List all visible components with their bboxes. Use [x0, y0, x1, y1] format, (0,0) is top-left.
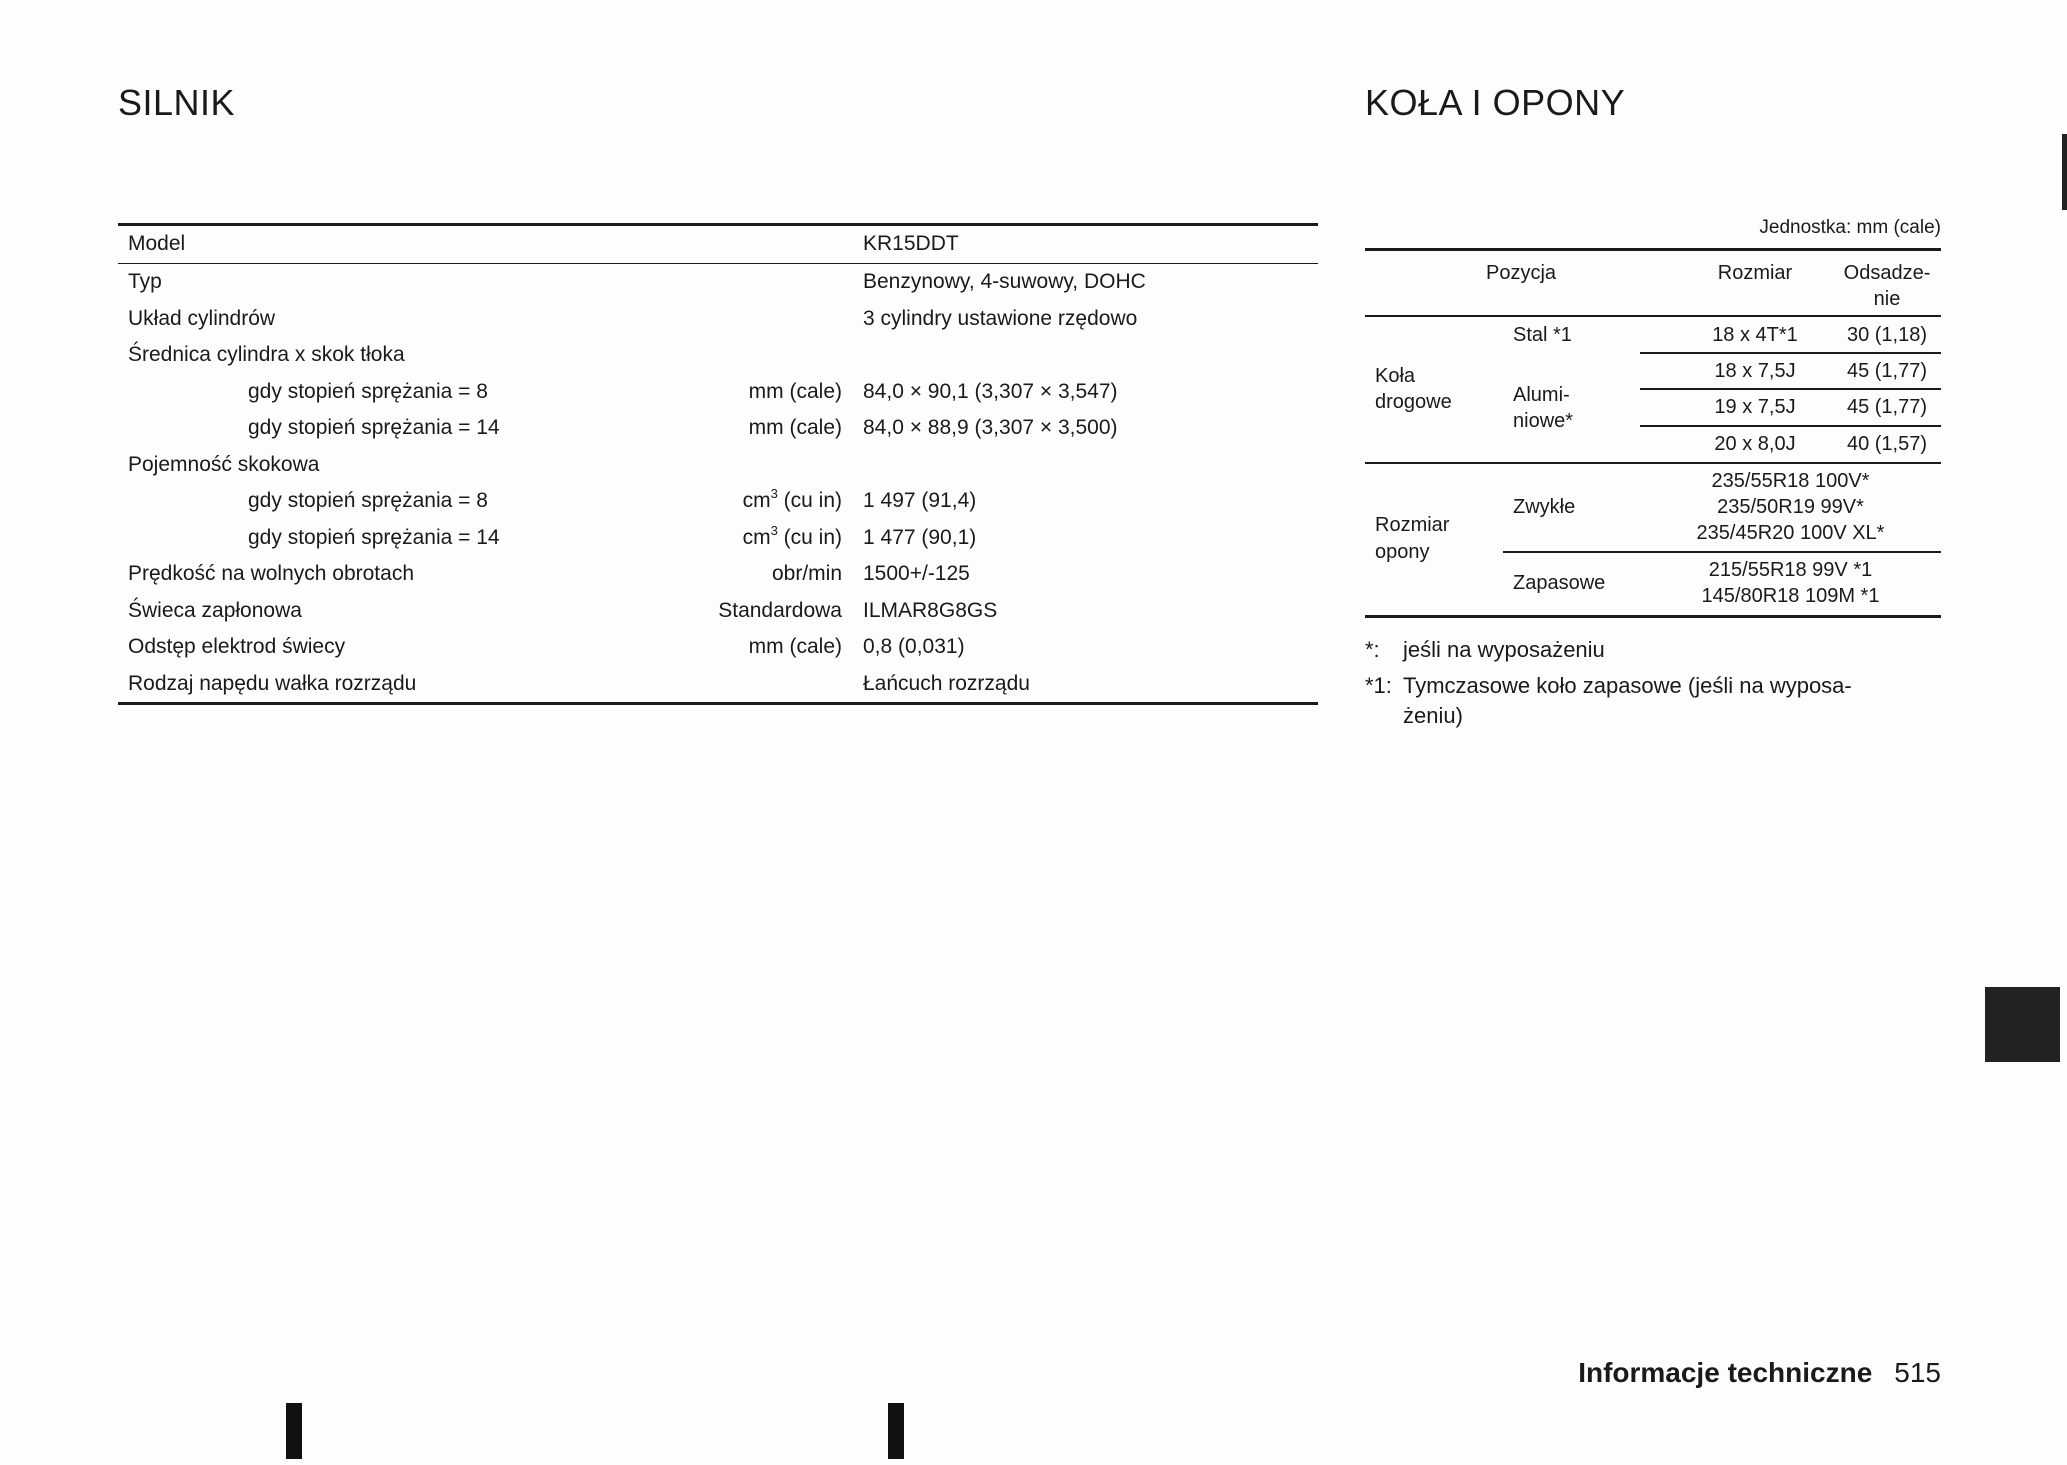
tire-size-label: Rozmiar — [1375, 514, 1450, 536]
footnote-text: żeniu) — [1403, 703, 1463, 728]
header-offset: nie — [1873, 288, 1901, 310]
wheels-section-title: KOŁA I OPONY — [1365, 82, 1626, 123]
row-unit: $cm^3$ (cu in) — [742, 522, 842, 549]
footnote-text: Tymczasowe koło zapasowe (jeśli na wyposa- — [1403, 673, 1852, 698]
row-value: 1500+/-125 — [863, 562, 970, 585]
chapter-tab — [1985, 987, 2060, 1062]
table-row — [118, 374, 1318, 411]
row-value: 1 497 (91,4) — [863, 489, 977, 512]
alu-size: 18 x 7,5J — [1714, 360, 1796, 382]
row-unit: mm (cale) — [748, 416, 842, 439]
row-value: 0,8 (0,031) — [863, 635, 965, 658]
alu-offset: 45 (1,77) — [1846, 396, 1928, 418]
row-value: 84,0 × 90,1 (3,307 × 3,547) — [863, 379, 1118, 403]
regular-tire-label: Zwykłe — [1513, 496, 1576, 518]
alu-label: Alumi- — [1513, 384, 1570, 406]
table-top-rule — [1365, 248, 1941, 251]
steel-offset: 30 (1,18) — [1846, 324, 1928, 346]
row-value: KR15DDT — [863, 232, 959, 255]
footnote-text: jeśli na wyposażeniu — [1403, 637, 1605, 662]
spare-tire-label: Zapasowe — [1513, 572, 1606, 594]
table-row — [118, 483, 1318, 520]
row-unit: mm (cale) — [748, 379, 842, 403]
table-row — [118, 666, 1318, 703]
table-bottom-rule — [118, 702, 1318, 705]
row-unit: Standardowa — [718, 598, 842, 622]
row-value: Benzynowy, 4-suwowy, DOHC — [863, 270, 1146, 293]
row-label: Pojemność skokowa — [128, 452, 320, 476]
row-unit: mm (cale) — [748, 635, 842, 658]
row-label: Prędkość na wolnych obrotach — [128, 562, 414, 585]
row-label: Świeca zapłonowa — [128, 598, 302, 622]
alu-size: 19 x 7,5J — [1714, 396, 1796, 418]
footnote-mark: *: — [1365, 637, 1380, 662]
steel-size: 18 x 4T*1 — [1712, 324, 1798, 346]
row-rule — [1640, 352, 1941, 354]
road-wheels-label: Koła — [1375, 365, 1416, 387]
wheels-spec-table — [1365, 248, 1941, 618]
row-rule — [1640, 425, 1941, 427]
regular-tire-size: 235/50R19 99V* — [1717, 496, 1864, 518]
row-rule — [1640, 388, 1941, 390]
steel-label: Stal *1 — [1513, 324, 1572, 346]
row-value: ILMAR8G8GS — [863, 598, 998, 622]
spare-tire-size: 145/80R18 109M *1 — [1701, 585, 1880, 607]
row-label: Odstęp elektrod świecy — [128, 635, 346, 658]
header-rule — [1365, 315, 1941, 317]
crop-mark — [286, 1403, 302, 1459]
edge-marker — [2062, 134, 2067, 210]
row-label: gdy stopień sprężania = 14 — [248, 525, 500, 549]
row-label: Układ cylindrów — [128, 306, 276, 330]
row-label: Średnica cylindra x skok tłoka — [128, 343, 405, 366]
crop-mark — [888, 1403, 904, 1459]
alu-label: niowe* — [1513, 410, 1574, 432]
row-unit: $cm^3$ (cu in) — [742, 486, 842, 512]
engine-section-title: SILNIK — [118, 82, 236, 123]
row-label: Typ — [128, 270, 162, 293]
table-row — [118, 593, 1318, 630]
table-row — [118, 337, 1318, 374]
row-label: Model — [128, 232, 186, 255]
table-row — [118, 556, 1318, 593]
spare-tire-size: 215/55R18 99V *1 — [1708, 559, 1873, 581]
engine-spec-table — [118, 223, 1318, 705]
tire-size-label: opony — [1375, 541, 1430, 563]
footnote — [1365, 635, 1941, 665]
header-size: Rozmiar — [1717, 262, 1793, 284]
unit-note: Jednostka: mm (cale) — [1759, 217, 1941, 238]
regular-tire-size: 235/45R20 100V XL* — [1696, 522, 1885, 544]
row-label: gdy stopień sprężania = 14 — [248, 416, 500, 439]
table-row — [118, 264, 1318, 301]
header-offset: Odsadze- — [1843, 262, 1931, 284]
row-value: 1 477 (90,1) — [863, 525, 977, 549]
road-wheels-label: drogowe — [1375, 391, 1452, 413]
row-label: Rodzaj napędu wałka rozrządu — [128, 671, 417, 695]
header-position: Pozycja — [1485, 262, 1557, 284]
table-row — [118, 410, 1318, 447]
row-rule — [1503, 551, 1941, 553]
row-value: Łańcuch rozrządu — [863, 671, 1030, 695]
table-row — [118, 629, 1318, 666]
alu-offset: 45 (1,77) — [1846, 360, 1928, 382]
table-row — [118, 520, 1318, 557]
alu-size: 20 x 8,0J — [1714, 433, 1796, 455]
regular-tire-size: 235/55R18 100V* — [1711, 470, 1870, 492]
row-label: gdy stopień sprężania = 8 — [248, 489, 488, 512]
table-bottom-rule — [1365, 615, 1941, 618]
footnote — [1365, 671, 1941, 731]
row-unit: obr/min — [771, 562, 842, 585]
alu-offset: 40 (1,57) — [1846, 433, 1928, 455]
group-rule — [1365, 462, 1941, 464]
page-footer — [1578, 1357, 1941, 1389]
table-row — [118, 226, 1318, 263]
row-value: 3 cylindry ustawione rzędowo — [863, 306, 1138, 330]
table-row — [118, 301, 1318, 338]
row-label: gdy stopień sprężania = 8 — [248, 379, 488, 403]
footnote-mark: *1: — [1365, 673, 1392, 698]
page-number: 515 — [1894, 1357, 1941, 1388]
section-name: Informacje techniczne — [1578, 1357, 1873, 1388]
table-row — [118, 447, 1318, 484]
row-value: 84,0 × 88,9 (3,307 × 3,500) — [863, 416, 1118, 439]
